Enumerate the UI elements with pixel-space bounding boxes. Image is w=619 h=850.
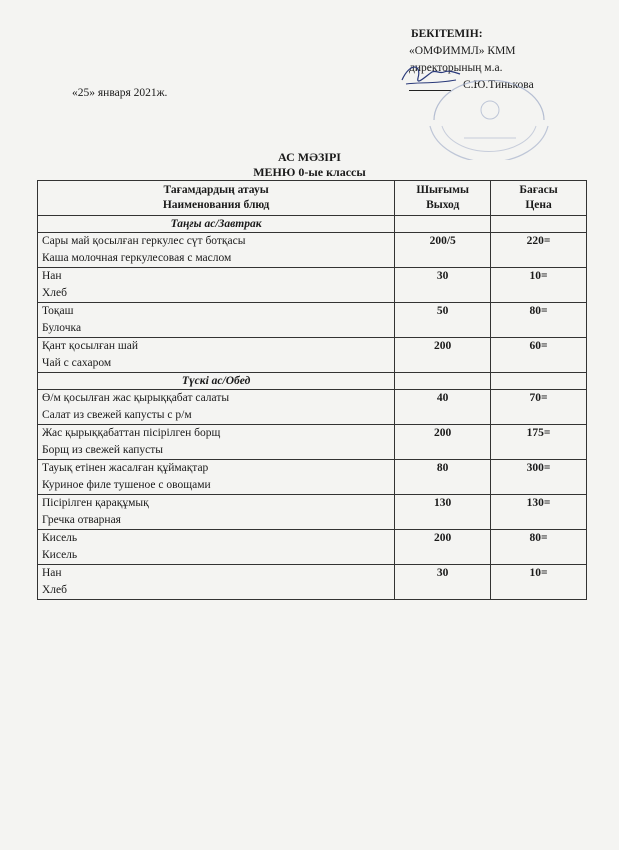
dish-name-cell	[38, 460, 395, 495]
dish-name-kz: Тауық етінен жасалған құймақтар	[42, 462, 209, 474]
table-row	[38, 460, 587, 495]
section-title: Түскі ас/Обед	[38, 373, 395, 390]
approval-position: директорының м.а.	[409, 62, 503, 74]
dish-name-ru: Салат из свежей капусты с р/м	[42, 409, 192, 421]
section-row	[38, 373, 587, 390]
dish-name-ru: Булочка	[42, 322, 82, 334]
dish-output: 30	[395, 565, 491, 600]
dish-price: 80=	[491, 303, 587, 338]
dish-output: 200	[395, 338, 491, 373]
dish-name-kz: Пісірілген қарақұмық	[42, 497, 149, 509]
dish-name-cell	[38, 530, 395, 565]
menu-table	[37, 180, 587, 600]
dish-name-kz: Кисель	[42, 532, 78, 544]
dish-name-cell	[38, 565, 395, 600]
official-stamp	[424, 80, 554, 160]
dish-name-kz: Ө/м қосылған жас қырыққабат салаты	[42, 392, 230, 404]
dish-output: 130	[395, 495, 491, 530]
title-kz: АС МӘЗІРІ	[278, 150, 341, 164]
dish-name-cell	[38, 338, 395, 373]
header-output	[395, 181, 491, 216]
section-row	[38, 216, 587, 233]
dish-price: 10=	[491, 268, 587, 303]
dish-name-ru: Гречка отварная	[42, 514, 121, 526]
dish-name-ru: Куриное филе тушеное с овощами	[42, 479, 211, 491]
dish-name-cell	[38, 495, 395, 530]
table-header-row	[38, 181, 587, 216]
dish-price: 220=	[491, 233, 587, 268]
dish-name-ru: Борщ из свежей капусты	[42, 444, 164, 456]
dish-price: 175=	[491, 425, 587, 460]
dish-output: 200	[395, 425, 491, 460]
dish-price: 130=	[491, 495, 587, 530]
dish-name-kz: Тоқаш	[42, 305, 74, 317]
dish-output: 40	[395, 390, 491, 425]
table-row	[38, 425, 587, 460]
dish-price: 80=	[491, 530, 587, 565]
table-row	[38, 233, 587, 268]
header-output-ru: Выход	[426, 199, 460, 211]
dish-price: 70=	[491, 390, 587, 425]
dish-price: 10=	[491, 565, 587, 600]
dish-output: 30	[395, 268, 491, 303]
header-price-kz: Бағасы	[519, 184, 558, 196]
dish-name-ru: Каша молочная геркулесовая с маслом	[42, 252, 232, 264]
dish-name-ru: Кисель	[42, 549, 78, 561]
section-empty-cell	[395, 216, 491, 233]
dish-name-cell	[38, 425, 395, 460]
table-row	[38, 268, 587, 303]
dish-name-ru: Хлеб	[42, 584, 67, 596]
header-dish-name	[38, 181, 395, 216]
header-output-kz: Шығымы	[416, 184, 469, 196]
table-row	[38, 495, 587, 530]
dish-name-cell	[38, 303, 395, 338]
section-empty-cell	[491, 216, 587, 233]
section-empty-cell	[491, 373, 587, 390]
header-dish-name-ru: Наименования блюд	[162, 199, 270, 211]
dish-name-kz: Нан	[42, 270, 62, 282]
dish-output: 200	[395, 530, 491, 565]
header-price-ru: Цена	[525, 199, 552, 211]
table-row	[38, 390, 587, 425]
document-date: «25» января 2021ж.	[72, 87, 168, 99]
dish-name-kz: Сары май қосылған геркулес сүт ботқасы	[42, 235, 246, 247]
dish-name-ru: Хлеб	[42, 287, 67, 299]
dish-name-cell	[38, 390, 395, 425]
approval-heading: БЕКІТЕМІН:	[411, 28, 483, 40]
dish-name-kz: Қант қосылған шай	[42, 340, 138, 352]
dish-name-cell	[38, 233, 395, 268]
table-row	[38, 530, 587, 565]
dish-output: 50	[395, 303, 491, 338]
dish-output: 200/5	[395, 233, 491, 268]
table-row	[38, 565, 587, 600]
section-title: Таңғы ас/Завтрак	[38, 216, 395, 233]
dish-name-kz: Жас қырыққабаттан пісірілген борщ	[42, 427, 221, 439]
dish-price: 60=	[491, 338, 587, 373]
approval-signer: С.Ю.Тинькова	[463, 79, 534, 91]
title-ru: МЕНЮ 0-ые классы	[253, 165, 366, 179]
approval-org: «ОМФИММЛ» КММ	[409, 45, 516, 57]
header-price	[491, 181, 587, 216]
dish-name-ru: Чай с сахаром	[42, 357, 112, 369]
dish-output: 80	[395, 460, 491, 495]
table-row	[38, 303, 587, 338]
table-row	[38, 338, 587, 373]
section-empty-cell	[395, 373, 491, 390]
dish-name-kz: Нан	[42, 567, 62, 579]
dish-price: 300=	[491, 460, 587, 495]
header-dish-name-kz: Тағамдардың атауы	[163, 184, 269, 196]
dish-name-cell	[38, 268, 395, 303]
